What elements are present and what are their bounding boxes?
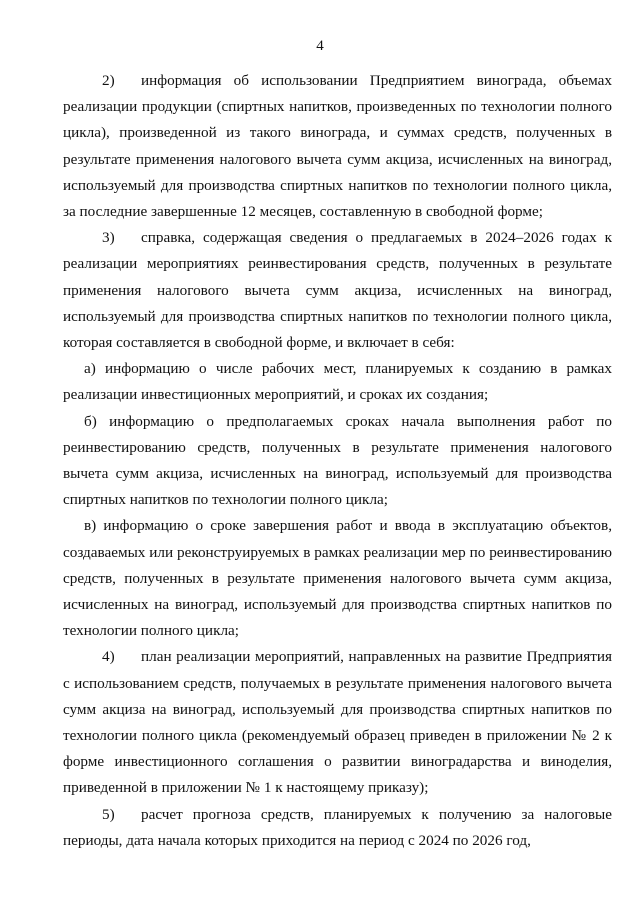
paragraph-item-2 xyxy=(63,68,612,225)
item-marker: 2) xyxy=(102,72,115,89)
paragraph-item-3 xyxy=(63,225,612,356)
paragraph-subitem-a xyxy=(63,356,612,408)
paragraph-subitem-v xyxy=(63,513,612,644)
item-marker: 4) xyxy=(102,648,115,666)
paragraph-text: а) информацию о числе рабочих мест, планируемых к созданию в рамках реализации инвестиционных мероприятий, и сроках их создания; xyxy=(63,360,612,404)
paragraph-text: расчет прогноза средств, планируемых к получению за налоговые периоды, дата начала которых приходится на период с 2024 по 2026 год, xyxy=(63,805,612,849)
paragraph-text: в) информацию о сроке завершения работ и ввода в эксплуатацию объектов, создаваемых или реконструируемых в рамках реализации мер по реинвестированию средств, полученных в результате применения налогового вычета сумм акциза, исчисленных на виноград, используемый для производства спиртных напитков по технологии полного цикла; xyxy=(63,517,612,640)
paragraph-text: б) информацию о предполагаемых сроках начала выполнения работ по реинвестированию средств, полученных в результате применения налогового вычета сумм акциза, исчисленных на виноград, используемый для производства спиртных напитков по технологии полного цикла; xyxy=(63,412,612,509)
document-body xyxy=(63,68,612,854)
paragraph-text: справка, содержащая сведения о предлагаемых в 2024–2026 годах к реализации мероприятиях реинвестирования средств, полученных в результате применения налогового вычета сумм акциза, исчисленных на виноград, используемый для производства спиртных напитков по технологии полного цикла, которая составляется в свободной форме, и включает в себя: xyxy=(63,229,612,352)
paragraph-item-5 xyxy=(63,802,612,854)
item-marker: 5) xyxy=(102,805,115,823)
paragraph-text: информация об использовании Предприятием винограда, объемах реализации продукции (спиртных напитков, произведенных по технологии полного цикла), произведенной из такого винограда, и суммах средств, полученных в результате применения налогового вычета сумм акциза, исчисленных на виноград, используемый для производства спиртных напитков по технологии полного цикла, за последние завершенные 12 месяцев, составленную в свободной форме; xyxy=(63,72,612,221)
item-marker: 3) xyxy=(102,229,115,247)
page-number: 4 xyxy=(316,38,324,54)
paragraph-item-4 xyxy=(63,644,612,801)
paragraph-subitem-b xyxy=(63,409,612,514)
paragraph-text: план реализации мероприятий, направленных на развитие Предприятия с использованием средств, получаемых в результате применения налогового вычета сумм акциза на виноград, используемый для производства спиртных напитков по технологии полного цикла (рекомендуемый образец приведен в приложении № 2 к форме инвестиционного соглашения о развитии виноградарства и виноделия, приведенной в приложении № 1 к настоящему приказу); xyxy=(63,648,612,797)
